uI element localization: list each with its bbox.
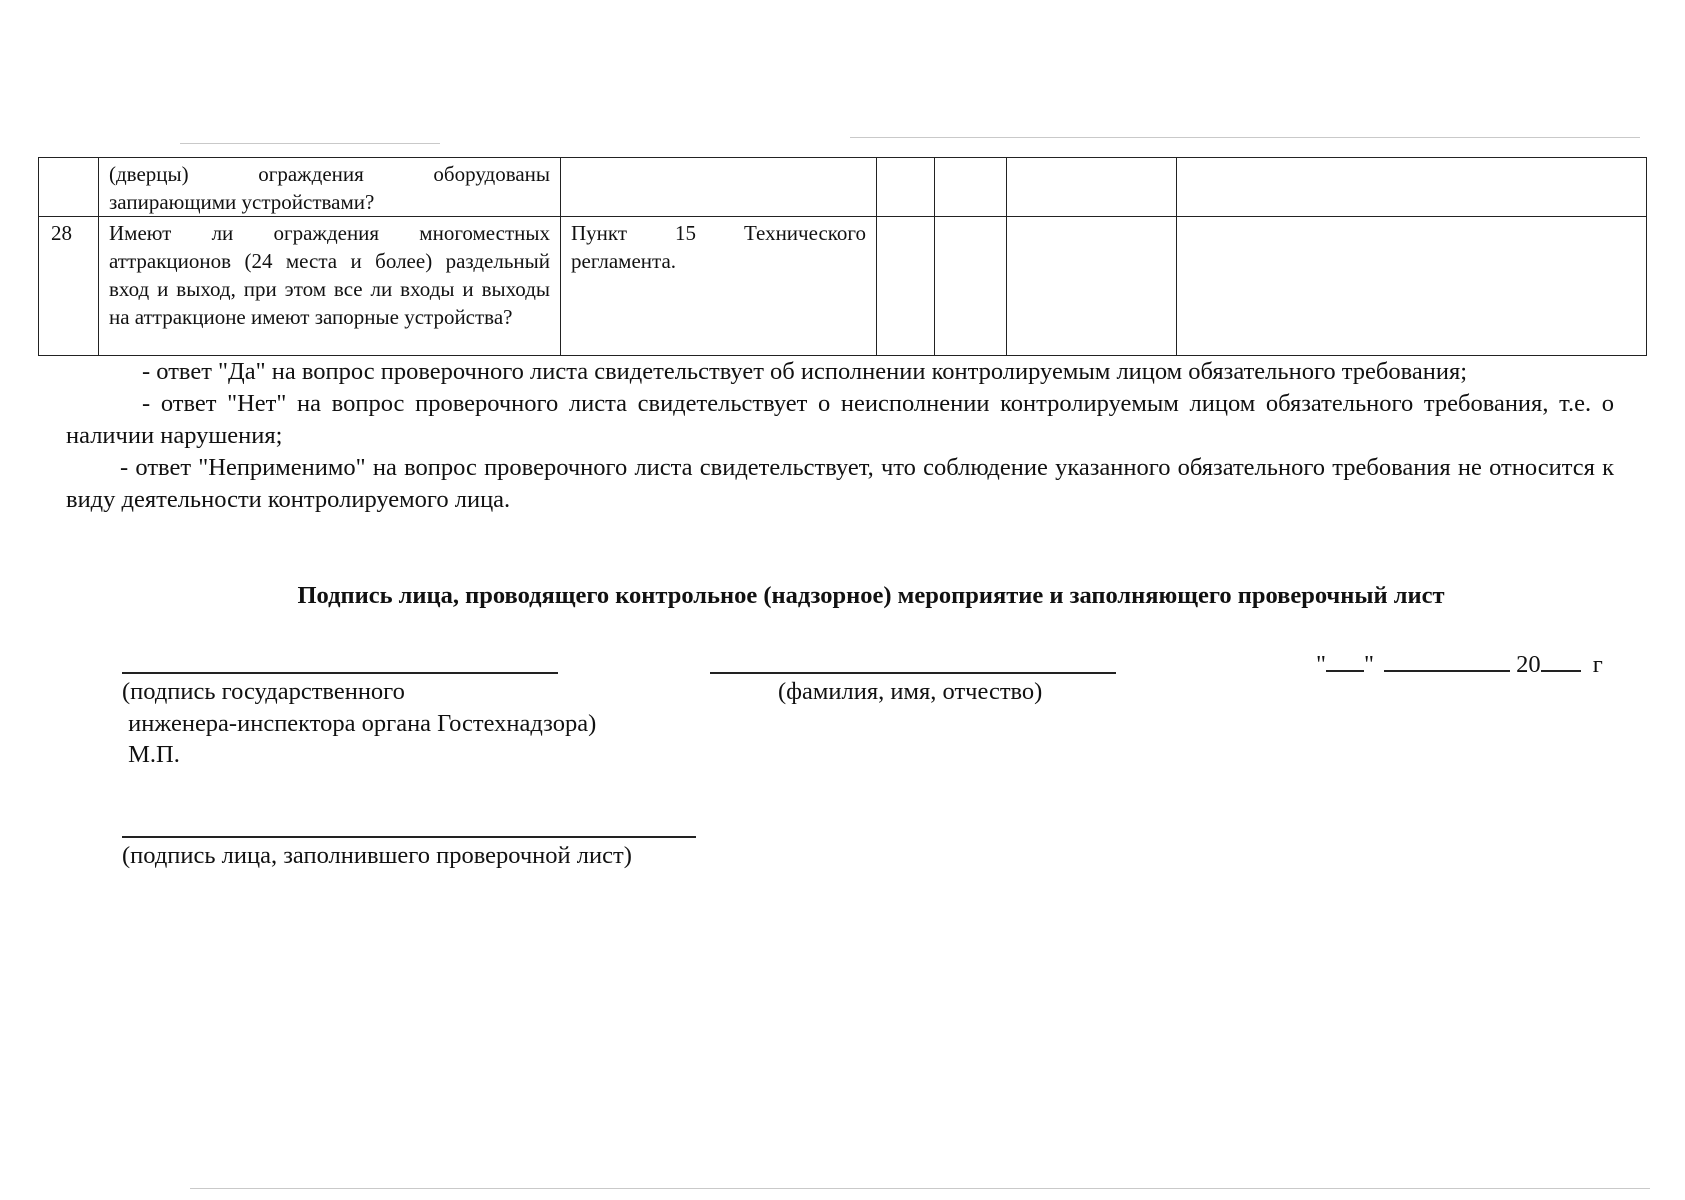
answer-na-cell[interactable] [1007, 158, 1177, 217]
scan-artifact-line-top-right [850, 137, 1640, 138]
answer-yes-cell[interactable] [877, 217, 935, 356]
answer-no-cell[interactable] [935, 217, 1007, 356]
scan-artifact-line-top [180, 143, 440, 144]
table-row [39, 217, 1647, 356]
filler-caption: (подпись лица, заполнившего проверочной лист) [122, 842, 632, 869]
checklist-table [38, 157, 1647, 356]
question-cell: (дверцы) ограждения оборудованы запирающими устройствами? [99, 158, 561, 217]
requisites-cell: Пункт 15 Технического регламента. [561, 217, 877, 356]
stamp-label: М.П. [122, 741, 180, 768]
scan-artifact-line-bottom [190, 1188, 1650, 1189]
answer-legend [66, 356, 1614, 516]
inspector-caption-line2: инженера-инспектора органа Гостехнадзора) [122, 710, 597, 737]
filler-signature-line[interactable] [122, 836, 696, 838]
answer-no-cell[interactable] [935, 158, 1007, 217]
inspector-signature-line[interactable] [122, 672, 558, 674]
answer-na-cell[interactable] [1007, 217, 1177, 356]
answer-yes-cell[interactable] [877, 158, 935, 217]
row-number: 28 [39, 217, 99, 356]
requisites-cell [561, 158, 877, 217]
fio-line[interactable] [710, 672, 1116, 674]
fio-caption: (фамилия, имя, отчество) [778, 678, 1043, 705]
date-open-quote: " [1316, 651, 1327, 678]
day-blank[interactable] [1326, 648, 1364, 672]
legend-yes: - ответ "Да" на вопрос проверочного листа свидетельствует об исполнении контролируемым лицом обязательного требования; [142, 358, 1468, 385]
note-cell[interactable] [1177, 158, 1647, 217]
date-close-quote: " [1364, 651, 1375, 678]
inspector-caption-line1: (подпись государственного [122, 678, 405, 705]
date-year-prefix: 20 [1516, 651, 1541, 678]
question-cell: Имеют ли ограждения многоместных аттракционов (24 места и более) раздельный вход и выход, при этом все ли входы и выходы на аттракционе имеют запорные устройства? [99, 217, 561, 356]
note-cell[interactable] [1177, 217, 1647, 356]
table-row [39, 158, 1647, 217]
legend-no: - ответ "Нет" на вопрос проверочного листа свидетельствует о неисполнении контролируемым лицом обязательного требования, т.е. о наличии нарушения; [66, 390, 1614, 449]
year-blank[interactable] [1541, 648, 1581, 672]
signature-heading: Подпись лица, проводящего контрольное (надзорное) мероприятие и заполняющего проверочный лист [297, 582, 1445, 609]
legend-not-applicable: - ответ "Неприменимо" на вопрос проверочного листа свидетельствует, что соблюдение указанного обязательного требования не относится к виду деятельности контролируемого лица. [66, 454, 1614, 513]
date-year-suffix: г [1592, 651, 1603, 678]
month-blank[interactable] [1384, 648, 1510, 672]
row-number [39, 158, 99, 217]
date-field[interactable] [1316, 648, 1603, 679]
